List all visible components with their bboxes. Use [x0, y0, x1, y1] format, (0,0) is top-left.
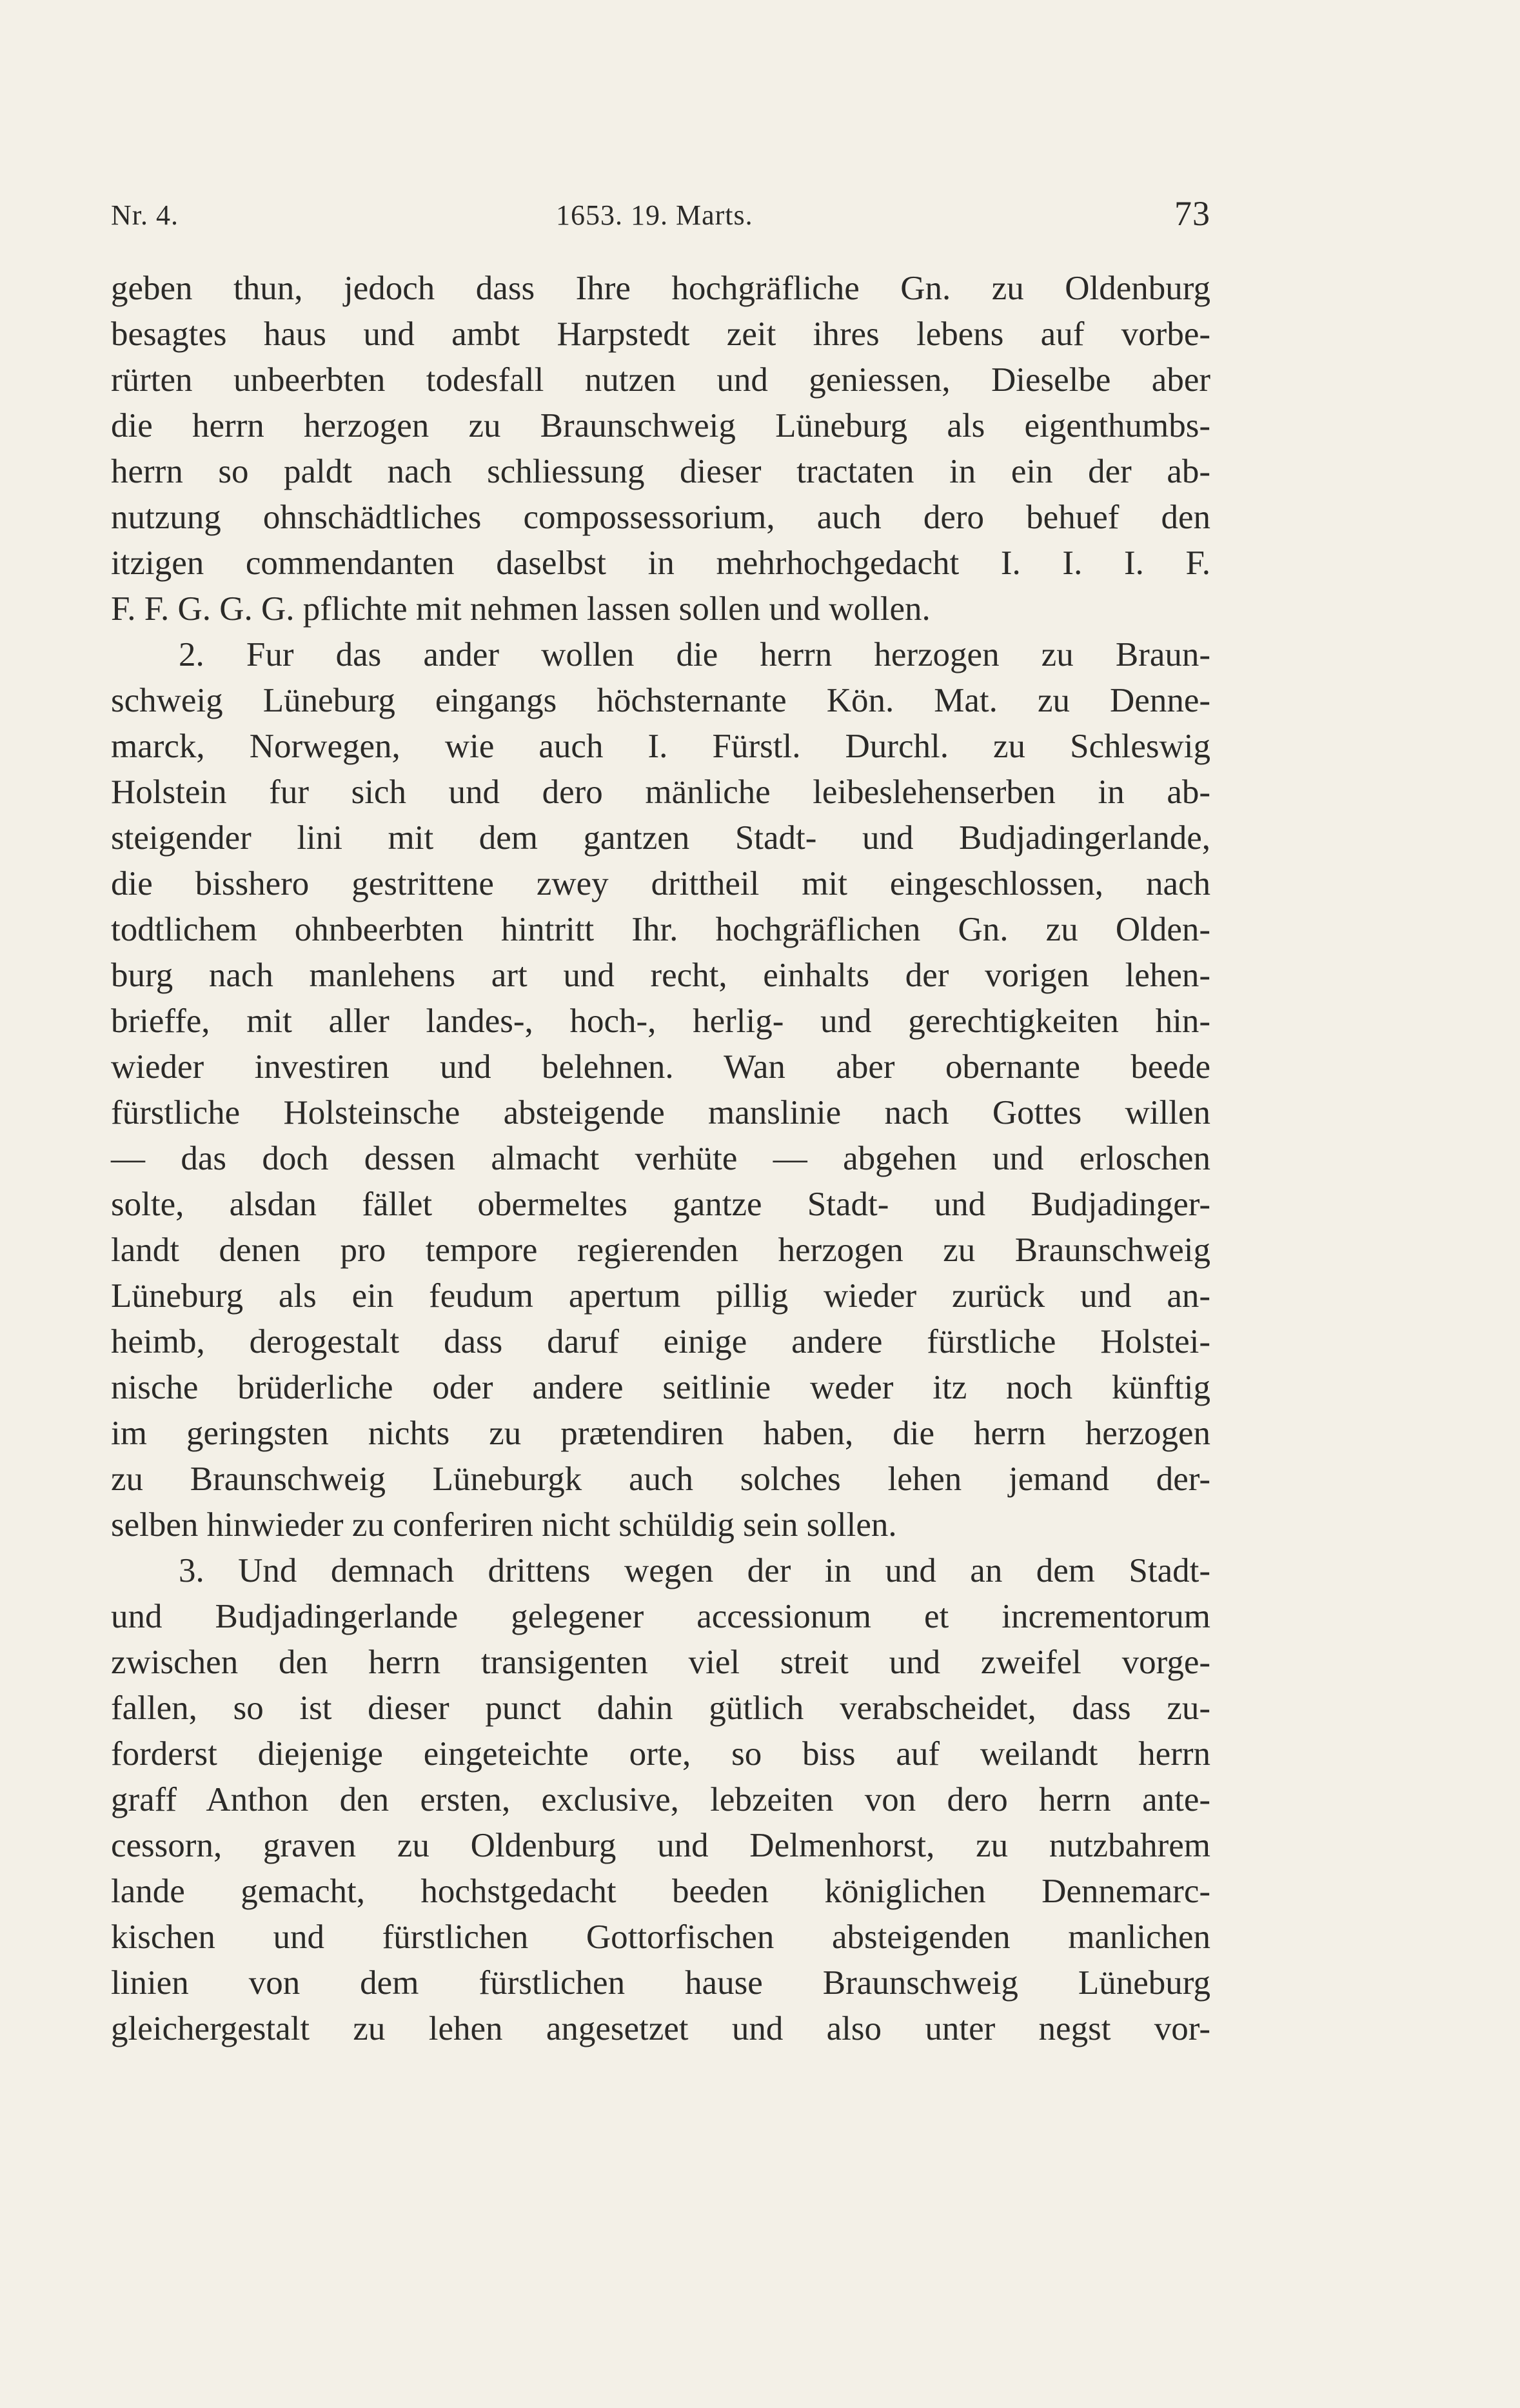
text-line: brieffe, mit aller landes-, hoch-, herlig- und gerechtigkeiten hin-: [111, 1002, 1210, 1040]
text-line: todtlichem ohnbeerbten hintritt Ihr. hochgräflichen Gn. zu Olden-: [111, 911, 1210, 948]
text-line: zu Braunschweig Lüneburgk auch solches lehen jemand der-: [111, 1460, 1210, 1498]
document-number: Nr. 4.: [111, 199, 179, 231]
text-line: Holstein fur sich und dero mänliche leibeslehenserben in ab-: [111, 773, 1210, 811]
body-text: [111, 266, 1210, 2052]
page-number: 73: [1174, 194, 1210, 233]
text-line: cessorn, graven zu Oldenburg und Delmenhorst, zu nutzbahrem: [111, 1827, 1210, 1864]
text-line: rürten unbeerbten todesfall nutzen und geniessen, Dieselbe aber: [111, 361, 1210, 399]
text-line: besagtes haus und ambt Harpstedt zeit ihres lebens auf vorbe-: [111, 315, 1210, 353]
text-line: die bisshero gestrittene zwey drittheil mit eingeschlossen, nach: [111, 865, 1210, 902]
text-line: zwischen den herrn transigenten viel streit und zweifel vorge-: [111, 1644, 1210, 1681]
paragraph-3-start: 3. Und demnach drittens wegen der in und an dem Stadt-: [179, 1552, 1210, 1589]
text-line: forderst diejenige eingeteichte orte, so biss auf weilandt herrn: [111, 1735, 1210, 1773]
text-line: F. F. G. G. G. pflichte mit nehmen lassen sollen und wollen.: [111, 590, 931, 628]
text-line: kischen und fürstlichen Gottorfischen absteigenden manlichen: [111, 1918, 1210, 1956]
page-header: [111, 194, 1210, 239]
text-line: selben hinwieder zu conferiren nicht schüldig sein sollen.: [111, 1506, 897, 1544]
text-line: im geringsten nichts zu prætendiren haben, die herrn herzogen: [111, 1415, 1210, 1452]
text-line: und Budjadingerlande gelegener accessionum et incrementorum: [111, 1598, 1210, 1635]
text-line: die herrn herzogen zu Braunschweig Lüneburg als eigenthumbs-: [111, 407, 1210, 444]
text-line: burg nach manlehens art und recht, einhalts der vorigen lehen-: [111, 957, 1210, 994]
text-line: geben thun, jedoch dass Ihre hochgräfliche Gn. zu Oldenburg: [111, 270, 1210, 307]
document-date: 1653. 19. Marts.: [556, 199, 753, 231]
text-line: wieder investiren und belehnen. Wan aber obernante beede: [111, 1048, 1210, 1086]
text-line: Lüneburg als ein feudum apertum pillig wieder zurück und an-: [111, 1277, 1210, 1315]
text-line: solte, alsdan fället obermeltes gantze Stadt- und Budjadinger-: [111, 1186, 1210, 1223]
text-line: marck, Norwegen, wie auch I. Fürstl. Durchl. zu Schleswig: [111, 728, 1210, 765]
text-line: linien von dem fürstlichen hause Braunschweig Lüneburg: [111, 1964, 1210, 2002]
paragraph-2-start: 2. Fur das ander wollen die herrn herzogen zu Braun-: [179, 636, 1210, 673]
text-line: — das doch dessen almacht verhüte — abgehen und erloschen: [111, 1140, 1210, 1177]
text-line: landt denen pro tempore regierenden herzogen zu Braunschweig: [111, 1231, 1210, 1269]
text-line: schweig Lüneburg eingangs höchsternante Kön. Mat. zu Denne-: [111, 682, 1210, 719]
text-line: steigender lini mit dem gantzen Stadt- und Budjadingerlande,: [111, 819, 1210, 857]
text-line: nutzung ohnschädtliches compossessorium, auch dero behuef den: [111, 499, 1210, 536]
text-line: gleichergestalt zu lehen angesetzet und also unter negst vor-: [111, 2010, 1210, 2047]
text-line: itzigen commendanten daselbst in mehrhochgedacht I. I. I. F.: [111, 544, 1210, 582]
text-line: fürstliche Holsteinsche absteigende manslinie nach Gottes willen: [111, 1094, 1210, 1131]
text-line: graff Anthon den ersten, exclusive, lebzeiten von dero herrn ante-: [111, 1781, 1210, 1818]
text-line: nische brüderliche oder andere seitlinie weder itz noch künftig: [111, 1369, 1210, 1406]
text-line: lande gemacht, hochstgedacht beeden königlichen Dennemarc-: [111, 1873, 1210, 1910]
text-line: herrn so paldt nach schliessung dieser tractaten in ein der ab-: [111, 453, 1210, 490]
text-line: heimb, derogestalt dass daruf einige andere fürstliche Holstei-: [111, 1323, 1210, 1360]
text-line: fallen, so ist dieser punct dahin gütlich verabscheidet, dass zu-: [111, 1689, 1210, 1727]
